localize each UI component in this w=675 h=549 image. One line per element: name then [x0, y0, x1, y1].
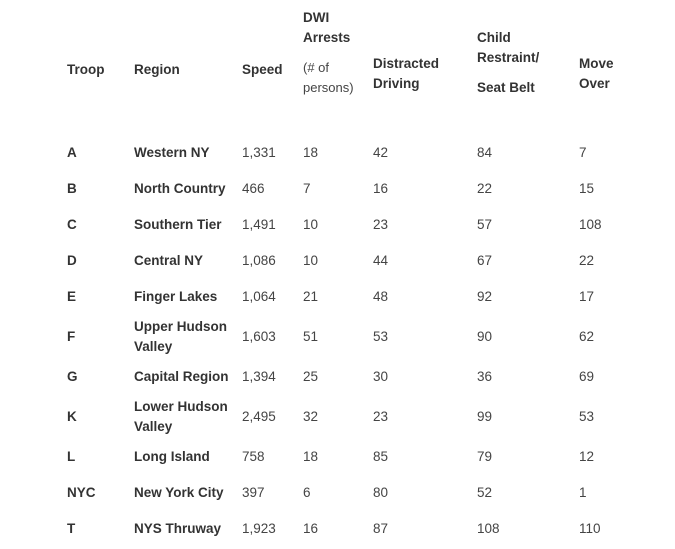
cell-dwi: 51: [303, 329, 319, 344]
header-dwi-line1: DWI: [303, 10, 330, 25]
cell-child: 79: [477, 449, 493, 464]
table-row: [58, 439, 639, 475]
cell-speed: 1,064: [242, 289, 276, 304]
cell-distracted: 87: [373, 521, 389, 536]
cell-region: NYS Thruway: [134, 521, 222, 536]
cell-region: Lower Hudson Valley: [134, 399, 228, 434]
cell-child: 22: [477, 181, 493, 196]
header-dwi-note: (# of persons): [303, 60, 354, 95]
cell-distracted: 23: [373, 217, 389, 232]
header-move-over: [570, 4, 639, 135]
cell-speed: 2,495: [242, 409, 276, 424]
cell-dwi: 21: [303, 289, 319, 304]
cell-speed: 397: [242, 485, 265, 500]
cell-region: New York City: [134, 485, 224, 500]
cell-region: Southern Tier: [134, 217, 222, 232]
cell-child: 90: [477, 329, 493, 344]
cell-move: 17: [579, 289, 595, 304]
table-header: [58, 4, 639, 135]
table-body: [58, 135, 639, 547]
cell-distracted: 42: [373, 145, 389, 160]
header-child-line2: Seat Belt: [477, 80, 535, 95]
cell-distracted: 30: [373, 369, 389, 384]
cell-child: 67: [477, 253, 493, 268]
cell-troop: D: [67, 253, 77, 268]
cell-troop: NYC: [67, 485, 96, 500]
header-distracted-driving: [364, 4, 468, 135]
cell-region: Long Island: [134, 449, 210, 464]
cell-child: 36: [477, 369, 493, 384]
cell-speed: 758: [242, 449, 265, 464]
cell-dwi: 10: [303, 253, 319, 268]
cell-speed: 1,603: [242, 329, 276, 344]
cell-troop: E: [67, 289, 77, 304]
cell-region: Capital Region: [134, 369, 229, 384]
cell-move: 69: [579, 369, 595, 384]
header-move-line1: Move: [579, 55, 614, 71]
cell-move: 1: [579, 485, 587, 500]
header-move-line2: Over: [579, 75, 610, 91]
table-row: [58, 475, 639, 511]
header-distracted-line1: Distracted: [373, 55, 440, 71]
table-row: [58, 395, 639, 439]
cell-troop: B: [67, 181, 77, 196]
cell-dwi: 16: [303, 521, 319, 536]
enforcement-table: [58, 4, 639, 547]
header-child-line1: Child Restraint/: [477, 30, 540, 65]
cell-move: 108: [579, 217, 602, 232]
cell-move: 7: [579, 145, 587, 160]
table-row: [58, 359, 639, 395]
header-row: [58, 4, 639, 135]
cell-troop: C: [67, 217, 77, 232]
cell-distracted: 80: [373, 485, 389, 500]
table-row: [58, 207, 639, 243]
header-troop: Troop: [67, 61, 105, 77]
table-row: [58, 315, 639, 359]
table-row: [58, 511, 639, 547]
cell-speed: 1,394: [242, 369, 276, 384]
cell-speed: 1,331: [242, 145, 276, 160]
cell-troop: A: [67, 145, 77, 160]
cell-speed: 1,086: [242, 253, 276, 268]
header-speed: Speed: [242, 61, 283, 77]
cell-child: 57: [477, 217, 493, 232]
cell-troop: K: [67, 409, 77, 424]
cell-dwi: 18: [303, 145, 319, 160]
cell-distracted: 85: [373, 449, 389, 464]
cell-child: 52: [477, 485, 493, 500]
cell-dwi: 6: [303, 485, 311, 500]
table-row: [58, 279, 639, 315]
header-dwi-line2: Arrests: [303, 30, 351, 45]
cell-dwi: 32: [303, 409, 319, 424]
cell-dwi: 18: [303, 449, 319, 464]
cell-region: Finger Lakes: [134, 289, 218, 304]
cell-move: 12: [579, 449, 595, 464]
cell-distracted: 44: [373, 253, 389, 268]
cell-child: 84: [477, 145, 493, 160]
cell-speed: 1,491: [242, 217, 276, 232]
cell-distracted: 53: [373, 329, 389, 344]
cell-move: 110: [579, 521, 601, 536]
cell-child: 92: [477, 289, 493, 304]
cell-child: 99: [477, 409, 493, 424]
cell-child: 108: [477, 521, 500, 536]
cell-troop: L: [67, 449, 76, 464]
cell-region: Central NY: [134, 253, 204, 268]
cell-distracted: 16: [373, 181, 389, 196]
header-region: Region: [134, 61, 180, 77]
cell-dwi: 7: [303, 181, 311, 196]
cell-distracted: 23: [373, 409, 389, 424]
cell-dwi: 10: [303, 217, 319, 232]
header-child-restraint: [468, 4, 570, 135]
table-row: [58, 171, 639, 207]
cell-move: 62: [579, 329, 595, 344]
table-row: [58, 243, 639, 279]
cell-move: 53: [579, 409, 595, 424]
header-dwi-arrests: [294, 4, 364, 135]
header-distracted-line2: Driving: [373, 75, 420, 91]
cell-troop: F: [67, 329, 76, 344]
cell-move: 15: [579, 181, 595, 196]
cell-troop: G: [67, 369, 78, 384]
cell-speed: 1,923: [242, 521, 276, 536]
cell-speed: 466: [242, 181, 265, 196]
cell-region: Upper Hudson Valley: [134, 319, 227, 354]
table-row: [58, 135, 639, 171]
cell-troop: T: [67, 521, 76, 536]
cell-dwi: 25: [303, 369, 319, 384]
cell-distracted: 48: [373, 289, 389, 304]
cell-region: North Country: [134, 181, 226, 196]
cell-region: Western NY: [134, 145, 210, 160]
cell-move: 22: [579, 253, 595, 268]
